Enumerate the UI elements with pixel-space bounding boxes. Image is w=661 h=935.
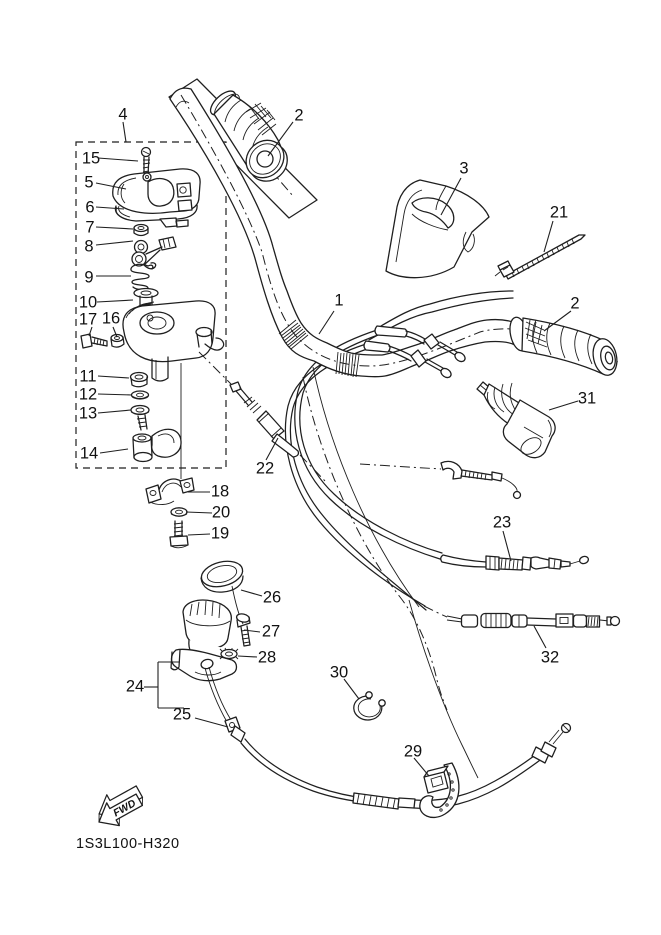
cable-32 xyxy=(424,606,620,628)
callout-20: 20 xyxy=(211,503,231,522)
callout-leader-11 xyxy=(98,376,129,378)
callout-32: 32 xyxy=(540,648,560,667)
callout-leader-28 xyxy=(238,656,257,657)
callout-26: 26 xyxy=(262,588,282,607)
cable-tie xyxy=(495,235,585,279)
callout-leader-7 xyxy=(96,227,133,229)
callout-leader-19 xyxy=(188,534,210,535)
callout-leader-13 xyxy=(98,410,131,413)
lower-cable xyxy=(205,667,571,809)
callout-5: 5 xyxy=(84,173,94,192)
callout-28: 28 xyxy=(257,648,277,667)
callout-leader-31 xyxy=(549,401,578,410)
callout-leader-32 xyxy=(534,626,546,648)
callout-leader-6 xyxy=(96,207,124,209)
callout-14: 14 xyxy=(79,444,99,463)
callout-leader-10 xyxy=(97,300,133,302)
rubber-boot xyxy=(477,382,555,458)
callout-13: 13 xyxy=(78,404,98,423)
fwd-label: FWD xyxy=(111,797,138,820)
callout-30: 30 xyxy=(329,663,349,682)
cable-elbow-adjuster xyxy=(360,461,521,498)
callout-leader-20 xyxy=(186,512,212,513)
callout-19: 19 xyxy=(210,524,230,543)
callout-11: 11 xyxy=(79,367,97,386)
grip-right xyxy=(507,316,620,378)
callout-6: 6 xyxy=(85,198,95,217)
callout-23: 23 xyxy=(492,513,512,532)
callout-29: 29 xyxy=(403,742,423,761)
callout-leader-23 xyxy=(503,531,511,561)
callout-25: 25 xyxy=(172,705,192,724)
callout-leader-26 xyxy=(241,590,262,596)
spring-clip xyxy=(354,692,385,720)
callout-22: 22 xyxy=(255,459,275,478)
callout-24: 24 xyxy=(125,677,145,696)
callout-leader-30 xyxy=(344,679,359,699)
callout-21: 21 xyxy=(549,203,569,222)
callout-8: 8 xyxy=(84,237,94,256)
callout-7: 7 xyxy=(85,218,95,237)
callout-leader-29 xyxy=(414,758,429,776)
callout-16: 16 xyxy=(101,309,121,328)
callout-leader-27 xyxy=(244,630,260,632)
throttle-lever-assembly xyxy=(78,148,224,462)
callout-leader-21 xyxy=(544,221,553,252)
callout-12: 12 xyxy=(78,385,98,404)
callout-27: 27 xyxy=(261,622,281,641)
callout-18: 18 xyxy=(210,482,230,501)
callout-leader-25 xyxy=(195,718,228,727)
callout-leader-4 xyxy=(123,122,126,142)
callout-leader-1 xyxy=(319,311,334,334)
handlebar-cover xyxy=(386,180,489,278)
callout-3: 3 xyxy=(459,159,469,178)
callout-10: 10 xyxy=(78,293,98,312)
callout-leader-14 xyxy=(100,449,128,453)
callout-1: 1 xyxy=(334,291,344,310)
callout-leader-15 xyxy=(98,158,138,161)
callout-leader-8 xyxy=(96,241,133,245)
lower-throttle-housing xyxy=(171,557,250,680)
fwd-arrow xyxy=(89,780,149,833)
callout-2: 2 xyxy=(294,106,304,125)
callout-15: 15 xyxy=(81,149,101,168)
callout-4: 4 xyxy=(118,105,128,124)
callout-9: 9 xyxy=(84,268,94,287)
callout-leader-12 xyxy=(98,394,132,395)
figure-code: 1S3L100-H320 xyxy=(76,836,180,852)
callout-2: 2 xyxy=(570,294,580,313)
cable-23 xyxy=(441,555,590,570)
callout-31: 31 xyxy=(577,389,597,408)
callout-17: 17 xyxy=(78,310,98,329)
